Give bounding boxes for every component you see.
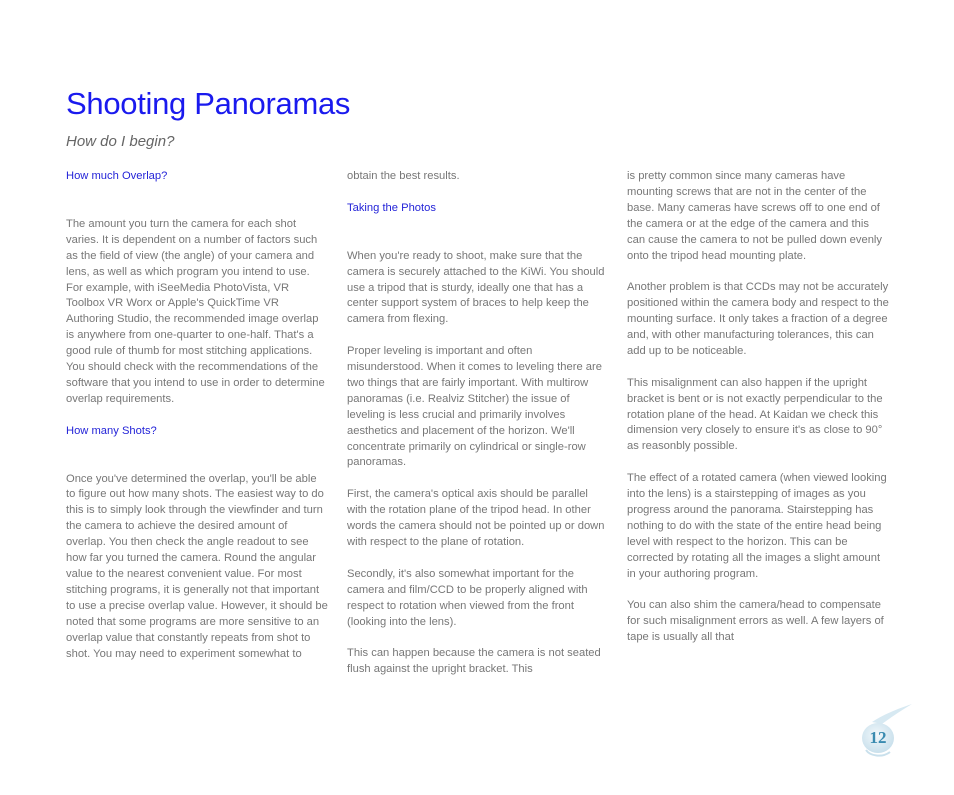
paragraph: This misalignment can also happen if the upright bracket is bent or is not exactly perpendicular to the rotation plane of the head. At Kaidan we check this dimension very closely to ensure it's as close to 90° as reasonbly possible.	[627, 376, 883, 453]
paragraph: The effect of a rotated camera (when viewed looking into the lens) is a stairstepping of images as you progress around the panorama. Stairstepping has nothing to do with the state of the entire head being level with respect to the horizon. This can be corrected by rotating all the images a slight amount in your authoring program.	[627, 472, 887, 580]
text-column-2	[347, 169, 609, 678]
page-number-badge	[856, 700, 916, 760]
paragraph: Secondly, it's also somewhat important for the camera and film/CCD to be properly aligned with respect to rotation when viewed from the front (looking into the lens).	[347, 567, 588, 628]
page-subtitle: How do I begin?	[66, 133, 175, 150]
paragraph: Another problem is that CCDs may not be accurately positioned within the camera body and respect to the mounting surface. It only takes a fraction of a degree and, with other manufacturing tolerances, this can add up to be noticeable.	[627, 281, 889, 357]
page-title: Shooting Panoramas	[66, 86, 351, 121]
section-heading-taking-photos: Taking the Photos	[347, 201, 436, 214]
section-heading-shots: How many Shots?	[66, 424, 157, 437]
page-number: 12	[869, 728, 887, 747]
paragraph: is pretty common since many cameras have mounting screws that are not in the center of the base. Many cameras have screws off to one end of the camera or at the edge of the camera and this can cause the camera to not be pulled down evenly onto the tripod head mounting plate.	[627, 170, 882, 262]
paragraph: Proper leveling is important and often misunderstood. When it comes to leveling there are two things that are fairly important. With multirow panoramas (i.e. Realviz Stitcher) the issue of leveling is less crucial and primarily involves aesthetics and placement of the horizon. We'll concentrate primarily on cylindrical or single-row panoramas.	[347, 345, 602, 469]
text-column-3	[627, 169, 889, 646]
paragraph: The amount you turn the camera for each shot varies. It is dependent on a number of factors such as the field of view (the angle) of your camera and lens, as well as which program you intend to use. For example, with iSeeMedia PhotoVista, VR Toolbox VR Worx or Apple's QuickTime VR Authoring Studio, the recommended image overlap is anywhere from one-quarter to one-half. That's a good rule of thumb for most stitching applications. You should check with the recommendations of the software that you intend to use in order to determine overlap requirements.	[66, 217, 325, 405]
text-column-1	[66, 169, 328, 662]
paragraph: First, the camera's optical axis should be parallel with the rotation plane of the tripod head. In other words the camera should not be pointed up or down with respect to the plane of rotation.	[347, 488, 605, 548]
paragraph: obtain the best results.	[347, 170, 460, 182]
section-heading-overlap: How much Overlap?	[66, 170, 168, 182]
paragraph: You can also shim the camera/head to compensate for such misalignment errors as well. A few layers of tape is usually all that	[627, 599, 884, 644]
paragraph: When you're ready to shoot, make sure that the camera is securely attached to the KiWi. You should use a tripod that is sturdy, ideally one that has a center support system of braces to help keep the camera from flexing.	[347, 249, 605, 326]
paragraph: This can happen because the camera is not seated flush against the upright bracket. This	[347, 647, 601, 676]
paragraph: Once you've determined the overlap, you'll be able to figure out how many shots. The easiest way to do this is to simply look through the viewfinder and turn the camera to achieve the desired amount of overlap. You then check the angle readout to see how far you turned the camera. Round the angular value to the nearest convenient value. For most stitching programs, it is generally not that important to use a precise overlap value. However, it should be noted that some programs are more sensitive to an overlap value that constantly repeats from shot to shot. You may need to experiment somewhat to	[66, 472, 328, 660]
